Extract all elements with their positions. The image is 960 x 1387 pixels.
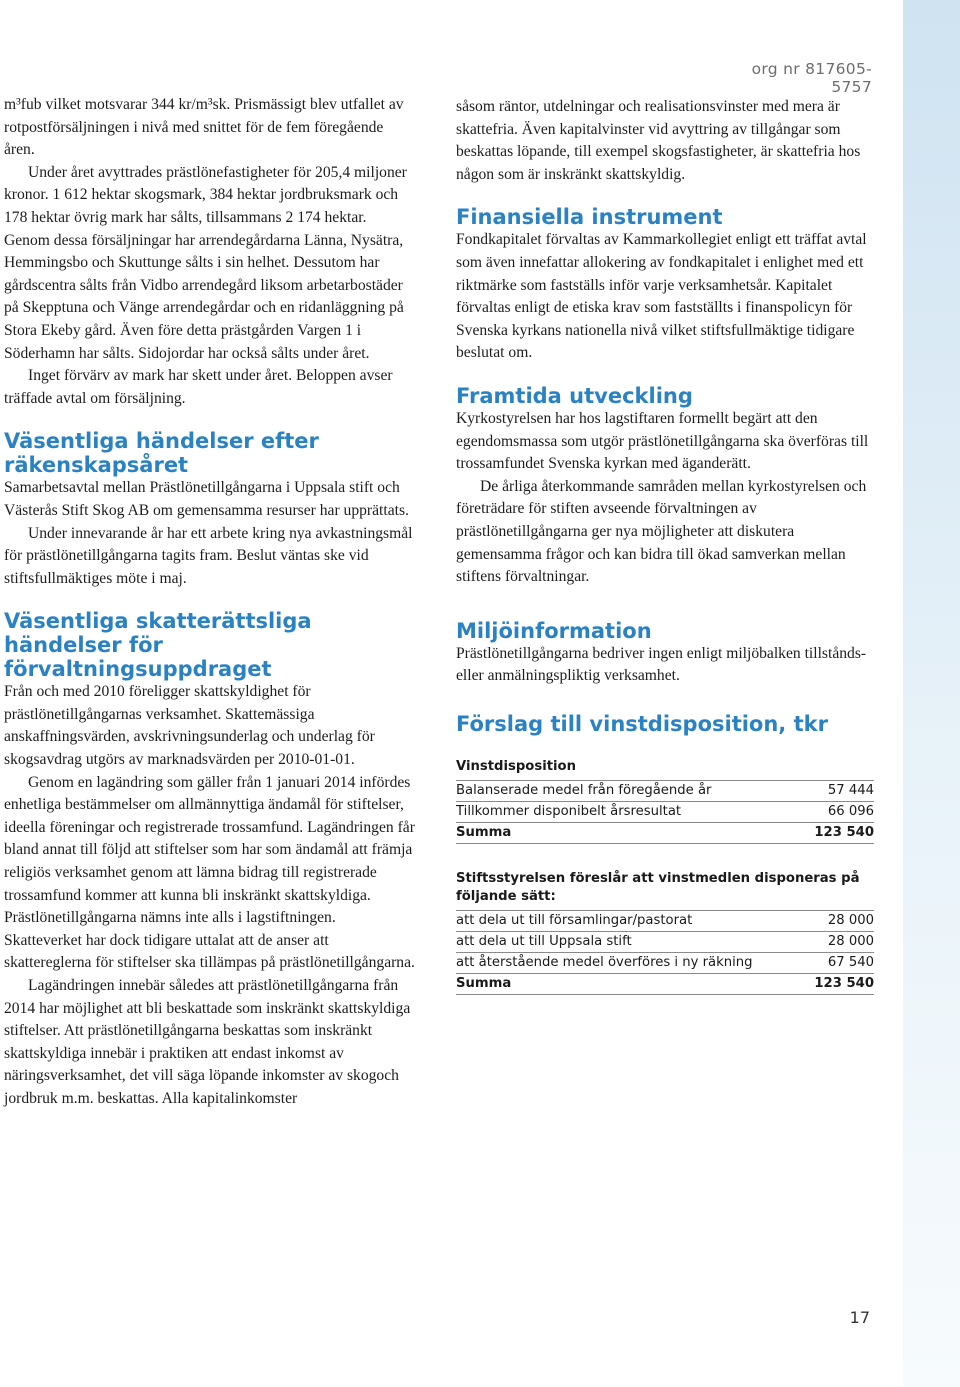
paragraph-law-change: Genom en lagändring som gäller från 1 januari 2014 infördes enhetliga bestämmelser om allmännyttiga ändamål för stiftelser, ideella föreningar och registrerade trossamfund. Lagändringen får bland annat till följd att stiftelser som har som ändamål att främja religiös verksamhet genom att lämna bidrag till registrerade trossamfund kommer att kunna bli inskränkt skattskyldiga. Prästlönetillgångarna nämns inte alls i lagstiftningen. Skatteverket har dock tidigare uttalat att de anser att skattereglerna för stiftelser ska tillämpas på prästlönetillgångarna.: [4, 773, 415, 972]
total-label: Summa: [456, 825, 512, 841]
right-column: [456, 96, 874, 995]
row-label: Tillkommer disponibelt årsresultat: [456, 804, 682, 820]
paragraph-church-board: Kyrkostyrelsen har hos lagstiftaren formellt begärt att den egendomsmassa som utgör prästlönetillgångarna ska överföras till trossamfundet Svenska kyrkan med äganderätt.: [456, 409, 869, 473]
table-row: [456, 780, 874, 801]
row-value: 66 096: [827, 804, 874, 820]
heading-profit-proposal: Förslag till vinstdisposition, tkr: [456, 711, 828, 736]
paragraph-law-implication: Lagändringen innebär således att prästlönetillgångarna från 2014 har möjlighet att bli beskattade som inskränkt skattskyldiga stiftelser. Att prästlönetillgångarna beskattas som inskränkt skattskyldiga innebär i praktiken att endast inkomst av näringsverksamhet, det vill säga löpande inkomster av skogoch jordbruk m.m. beskattas. Alla kapitalinkomster: [4, 977, 411, 1107]
total-value: 123 540: [814, 976, 874, 992]
table-row: [456, 910, 874, 931]
total-label: Summa: [456, 976, 512, 992]
total-value: 123 540: [814, 825, 874, 841]
row-value: 57 444: [827, 783, 874, 799]
table-row: [456, 952, 874, 973]
row-label: att dela ut till församlingar/pastorat: [456, 913, 693, 929]
paragraph-return-targets: Under innevarande år har ett arbete kring nya avkastningsmål för prästlönetillgångarna tagits fram. Beslut väntas ske vid stiftsfullmäktiges möte i maj.: [4, 524, 413, 587]
decorative-side-strip: [903, 0, 960, 1387]
heading-future-development: Framtida utveckling: [456, 383, 693, 408]
heading-tax-events: Väsentliga skatterättsliga händelser för förvaltningsuppdraget: [4, 609, 312, 682]
paragraph-tax-liability: Från och med 2010 föreligger skattskyldighet för prästlönetillgångarnas verksamhet. Skattemässiga anskaffningsvärden, avskrivningsunderlag och underlag för skogsavdrag utgörs av marknadsvärden per 2010-01-01.: [4, 683, 375, 769]
row-label: att återstående medel överföres i ny räkning: [456, 955, 753, 971]
paragraph-acquisitions: Inget förvärv av mark har skett under året. Beloppen avser träffade avtal om försäljning.: [4, 367, 393, 407]
org-number: org nr 817605-5757: [751, 60, 872, 96]
paragraph-consultations: De årliga återkommande samråden mellan kyrkostyrelsen och företrädare för stiften avseende förvaltningen av prästlönetillgångarna ger nya möjligheter att diskutera gemensamma frågor och kan bidra till ökad samverkan mellan stiftens förvaltningar.: [456, 477, 867, 586]
table-row: [456, 801, 874, 822]
heading-financial-instruments: Finansiella instrument: [456, 205, 723, 230]
heading-events-after-year: Väsentliga händelser efter räkenskapsåret: [4, 429, 319, 478]
table-total-row: [456, 973, 874, 995]
table-heading: Stiftsstyrelsen föreslår att vinstmedlen disponeras på följande sätt:: [456, 870, 860, 904]
table-row: [456, 931, 874, 952]
profit-disposition-table: [456, 756, 874, 844]
row-label: Balanserade medel från föregående år: [456, 783, 712, 799]
row-value: 67 540: [827, 955, 874, 971]
paragraph-cooperation: Samarbetsavtal mellan Prästlönetillgångarna i Uppsala stift och Västerås Stift Skog AB om gemensamma resurser har upprättats.: [4, 479, 409, 519]
row-value: 28 000: [827, 934, 874, 950]
row-value: 28 000: [827, 913, 874, 929]
distribution-table: [456, 868, 874, 995]
paragraph-sales: Under året avyttrades prästlönefastigheter för 205,4 miljoner kronor. 1 612 hektar skogsmark, 384 hektar jordbruksmark och 178 hektar övrig mark har sålts, tillsammans 2 174 hektar. Genom dessa försäljningar har arrendegårdarna Länna, Nysätra, Hemmingsbo och Skuttunge sålts i sin helhet. Dessutom har gårdscentra sålts från Vidbo arrendegård liksom arbetarbostäder på Skepptuna och Vänge arrendegårdar och en ridanläggning på Stora Ekeby gård. Även före detta prästgården Vargen 1 i Söderhamn har sålts. Sidojordar har också sålts under året.: [4, 163, 407, 362]
table-heading: Vinstdisposition: [456, 758, 576, 774]
paragraph-fund-capital: Fondkapitalet förvaltas av Kammarkollegiet enligt ett träffat avtal som även innefattar allokering av fondkapitalet i enlighet med ett riktmärke som fastställs inför varje verksamhetsår. Kapitalet förvaltas enligt de etiska krav som fastställts i finanspolicyn för Svenska kyrkans nationella nivå vilket stiftsfullmäktige tidigare beslutat om.: [456, 231, 867, 362]
heading-environment: Miljöinformation: [456, 618, 652, 643]
left-column: [4, 94, 416, 1111]
row-label: att dela ut till Uppsala stift: [456, 934, 632, 950]
paragraph-volume: m³fub vilket motsvarar 344 kr/m³sk. Prismässigt blev utfallet av rotpostförsäljningen i nivå med snittet för de fem föregående åren.: [4, 96, 404, 159]
paragraph-environment: Prästlönetillgångarna bedriver ingen enligt miljöbalken tillstånds- eller anmälningspliktig verksamhet.: [456, 644, 867, 685]
page-number: 17: [849, 1308, 870, 1327]
table-total-row: [456, 822, 874, 844]
paragraph-tax-free: såsom räntor, utdelningar och realisationsvinster med mera är skattefria. Även kapitalvinster vid avyttring av tillgångar som beskattas löpande, till exempel skogsfastigheter, är skattefria hos någon som är inskränkt skattskyldig.: [456, 98, 861, 183]
